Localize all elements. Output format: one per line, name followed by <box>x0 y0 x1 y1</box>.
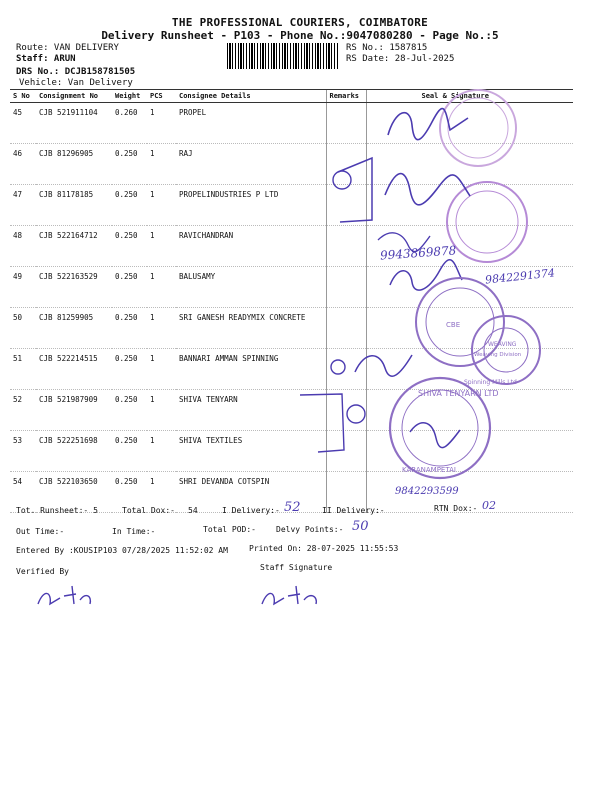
vehicle-label: Vehicle: Van Delivery <box>19 78 133 88</box>
row-consignment: CJB 522251698 <box>36 431 112 472</box>
row-consignment: CJB 521987909 <box>36 390 112 431</box>
stamp-shiva-text: SHIVA TENYARN LTD <box>418 389 499 398</box>
route-label: Route: VAN DELIVERY <box>16 43 119 53</box>
row-consignment: CJB 521911104 <box>36 103 112 144</box>
row-sno: 46 <box>10 144 36 185</box>
remark-circle-52 <box>347 405 365 423</box>
row-pcs: 1 <box>147 267 176 308</box>
printed-on: Printed On: 28-07-2025 11:55:53 <box>249 544 399 553</box>
col-consignee: Consignee Details <box>176 90 326 103</box>
row-consignee: SHRI DEVANDA COTSPIN <box>176 472 326 513</box>
row-pcs: 1 <box>147 349 176 390</box>
handwritten-phone-2: 9842291374 <box>484 266 556 287</box>
i-delivery-value: 52 <box>284 500 301 515</box>
row-consignee: RAJ <box>176 144 326 185</box>
total-dox-label: Total Dox:- <box>122 506 175 515</box>
document-title: THE PROFESSIONAL COURIERS, COIMBATORE <box>171 16 429 29</box>
row-consignee: BANNARI AMMAN SPINNING <box>176 349 326 390</box>
ii-delivery-label: II Delivery:- <box>322 506 385 515</box>
signature-53 <box>410 423 460 448</box>
row-consignment: CJB 81259905 <box>36 308 112 349</box>
remark-circle-47 <box>333 171 351 189</box>
row-sno: 49 <box>10 267 36 308</box>
row-weight: 0.250 <box>112 185 147 226</box>
row-weight: 0.250 <box>112 308 147 349</box>
signature-45 <box>388 109 468 140</box>
signature-47 <box>385 174 470 205</box>
row-weight: 0.260 <box>112 103 147 144</box>
signature-51 <box>355 355 412 376</box>
verified-by-label: Verified By <box>16 567 69 576</box>
row-consignee: SRI GANESH READYMIX CONCRETE <box>176 308 326 349</box>
remark-circle-51 <box>331 360 345 374</box>
row-sno: 47 <box>10 185 36 226</box>
stamp-division-text: Weaving Division <box>474 352 522 358</box>
i-delivery-label: I Delivery:- <box>222 506 280 515</box>
stamp-shiva-tenyarn <box>390 378 499 478</box>
entered-by: Entered By :KOUSIP103 07/28/2025 11:52:02 AM <box>16 546 228 555</box>
row-weight: 0.250 <box>112 349 147 390</box>
col-consignment: Consignment No <box>36 90 112 103</box>
handwritten-phone-1: 9943869878 <box>379 243 457 263</box>
in-time-label: In Time:- <box>112 527 156 536</box>
verified-signature <box>38 586 90 604</box>
faint-stamp-1 <box>440 90 516 166</box>
row-weight: 0.250 <box>112 267 147 308</box>
row-consignment: CJB 81178185 <box>36 185 112 226</box>
rtn-dox-label: RTN Dox:- <box>434 504 478 513</box>
remark-mark-46 <box>338 158 372 222</box>
rtn-dox-value: 02 <box>482 499 496 512</box>
staff-label: Staff: ARUN <box>16 54 76 64</box>
total-pod-label: Total POD:- <box>203 525 256 534</box>
row-consignment: CJB 522103650 <box>36 472 112 513</box>
delvy-points-value: 50 <box>352 519 369 534</box>
row-weight: 0.250 <box>112 226 147 267</box>
stamp-mills-text: Spinning Mills Ltd <box>464 379 517 386</box>
row-consignee: PROPEL <box>176 103 326 144</box>
col-remarks: Remarks <box>326 90 366 103</box>
document-subtitle: Delivery Runsheet - P103 - Phone No.:9047080280 - Page No.:5 <box>101 29 499 42</box>
col-seal: Seal & Signature <box>366 90 573 103</box>
stamp-weaving <box>464 316 540 386</box>
row-consignee: BALUSAMY <box>176 267 326 308</box>
stamp-place-text: KARANAMPETAI <box>402 466 456 474</box>
row-consignee: RAVICHANDRAN <box>176 226 326 267</box>
row-pcs: 1 <box>147 185 176 226</box>
row-pcs: 1 <box>147 144 176 185</box>
stamp-city: CBE <box>446 321 461 329</box>
staff-signature-mark <box>262 586 316 604</box>
row-weight: 0.250 <box>112 144 147 185</box>
stamp-weaving-text: WEAVING <box>488 341 517 348</box>
row-consignee: SHIVA TEXTILES <box>176 431 326 472</box>
row-weight: 0.250 <box>112 390 147 431</box>
col-sno: S No <box>10 90 36 103</box>
drs-number: DRS No.: DCJB158781505 <box>16 67 136 77</box>
row-consignment: CJB 522164712 <box>36 226 112 267</box>
rs-number: RS No.: 1587815 <box>346 43 428 53</box>
row-pcs: 1 <box>147 431 176 472</box>
row-pcs: 1 <box>147 390 176 431</box>
row-sno: 48 <box>10 226 36 267</box>
row-sno: 52 <box>10 390 36 431</box>
row-pcs: 1 <box>147 103 176 144</box>
row-pcs: 1 <box>147 472 176 513</box>
row-sno: 45 <box>10 103 36 144</box>
row-sno: 53 <box>10 431 36 472</box>
row-consignment: CJB 522214515 <box>36 349 112 390</box>
row-sno: 51 <box>10 349 36 390</box>
faint-stamp-2 <box>447 182 527 262</box>
row-pcs: 1 <box>147 226 176 267</box>
rs-date: RS Date: 28-Jul-2025 <box>346 54 455 64</box>
row-sno: 54 <box>10 472 36 513</box>
row-pcs: 1 <box>147 308 176 349</box>
total-dox-value: 54 <box>188 506 198 515</box>
col-pcs: PCS <box>147 90 176 103</box>
out-time-label: Out Time:- <box>16 527 65 536</box>
row-consignee: SHIVA TENYARN <box>176 390 326 431</box>
row-consignment: CJB 522163529 <box>36 267 112 308</box>
remark-mark-52 <box>300 394 344 452</box>
row-sno: 50 <box>10 308 36 349</box>
tot-runsheet: Tot. Runsheet:- 5 <box>16 506 98 515</box>
row-weight: 0.250 <box>112 431 147 472</box>
staff-signature-label: Staff Signature <box>260 563 333 572</box>
handwritten-phone-3: 9842293599 <box>395 486 459 497</box>
signature-49 <box>390 260 462 290</box>
row-consignee: PROPELINDUSTRIES P LTD <box>176 185 326 226</box>
row-consignment: CJB 81296905 <box>36 144 112 185</box>
delvy-points-label: Delvy Points:- <box>276 525 344 534</box>
col-weight: Weight <box>112 90 147 103</box>
row-weight: 0.250 <box>112 472 147 513</box>
